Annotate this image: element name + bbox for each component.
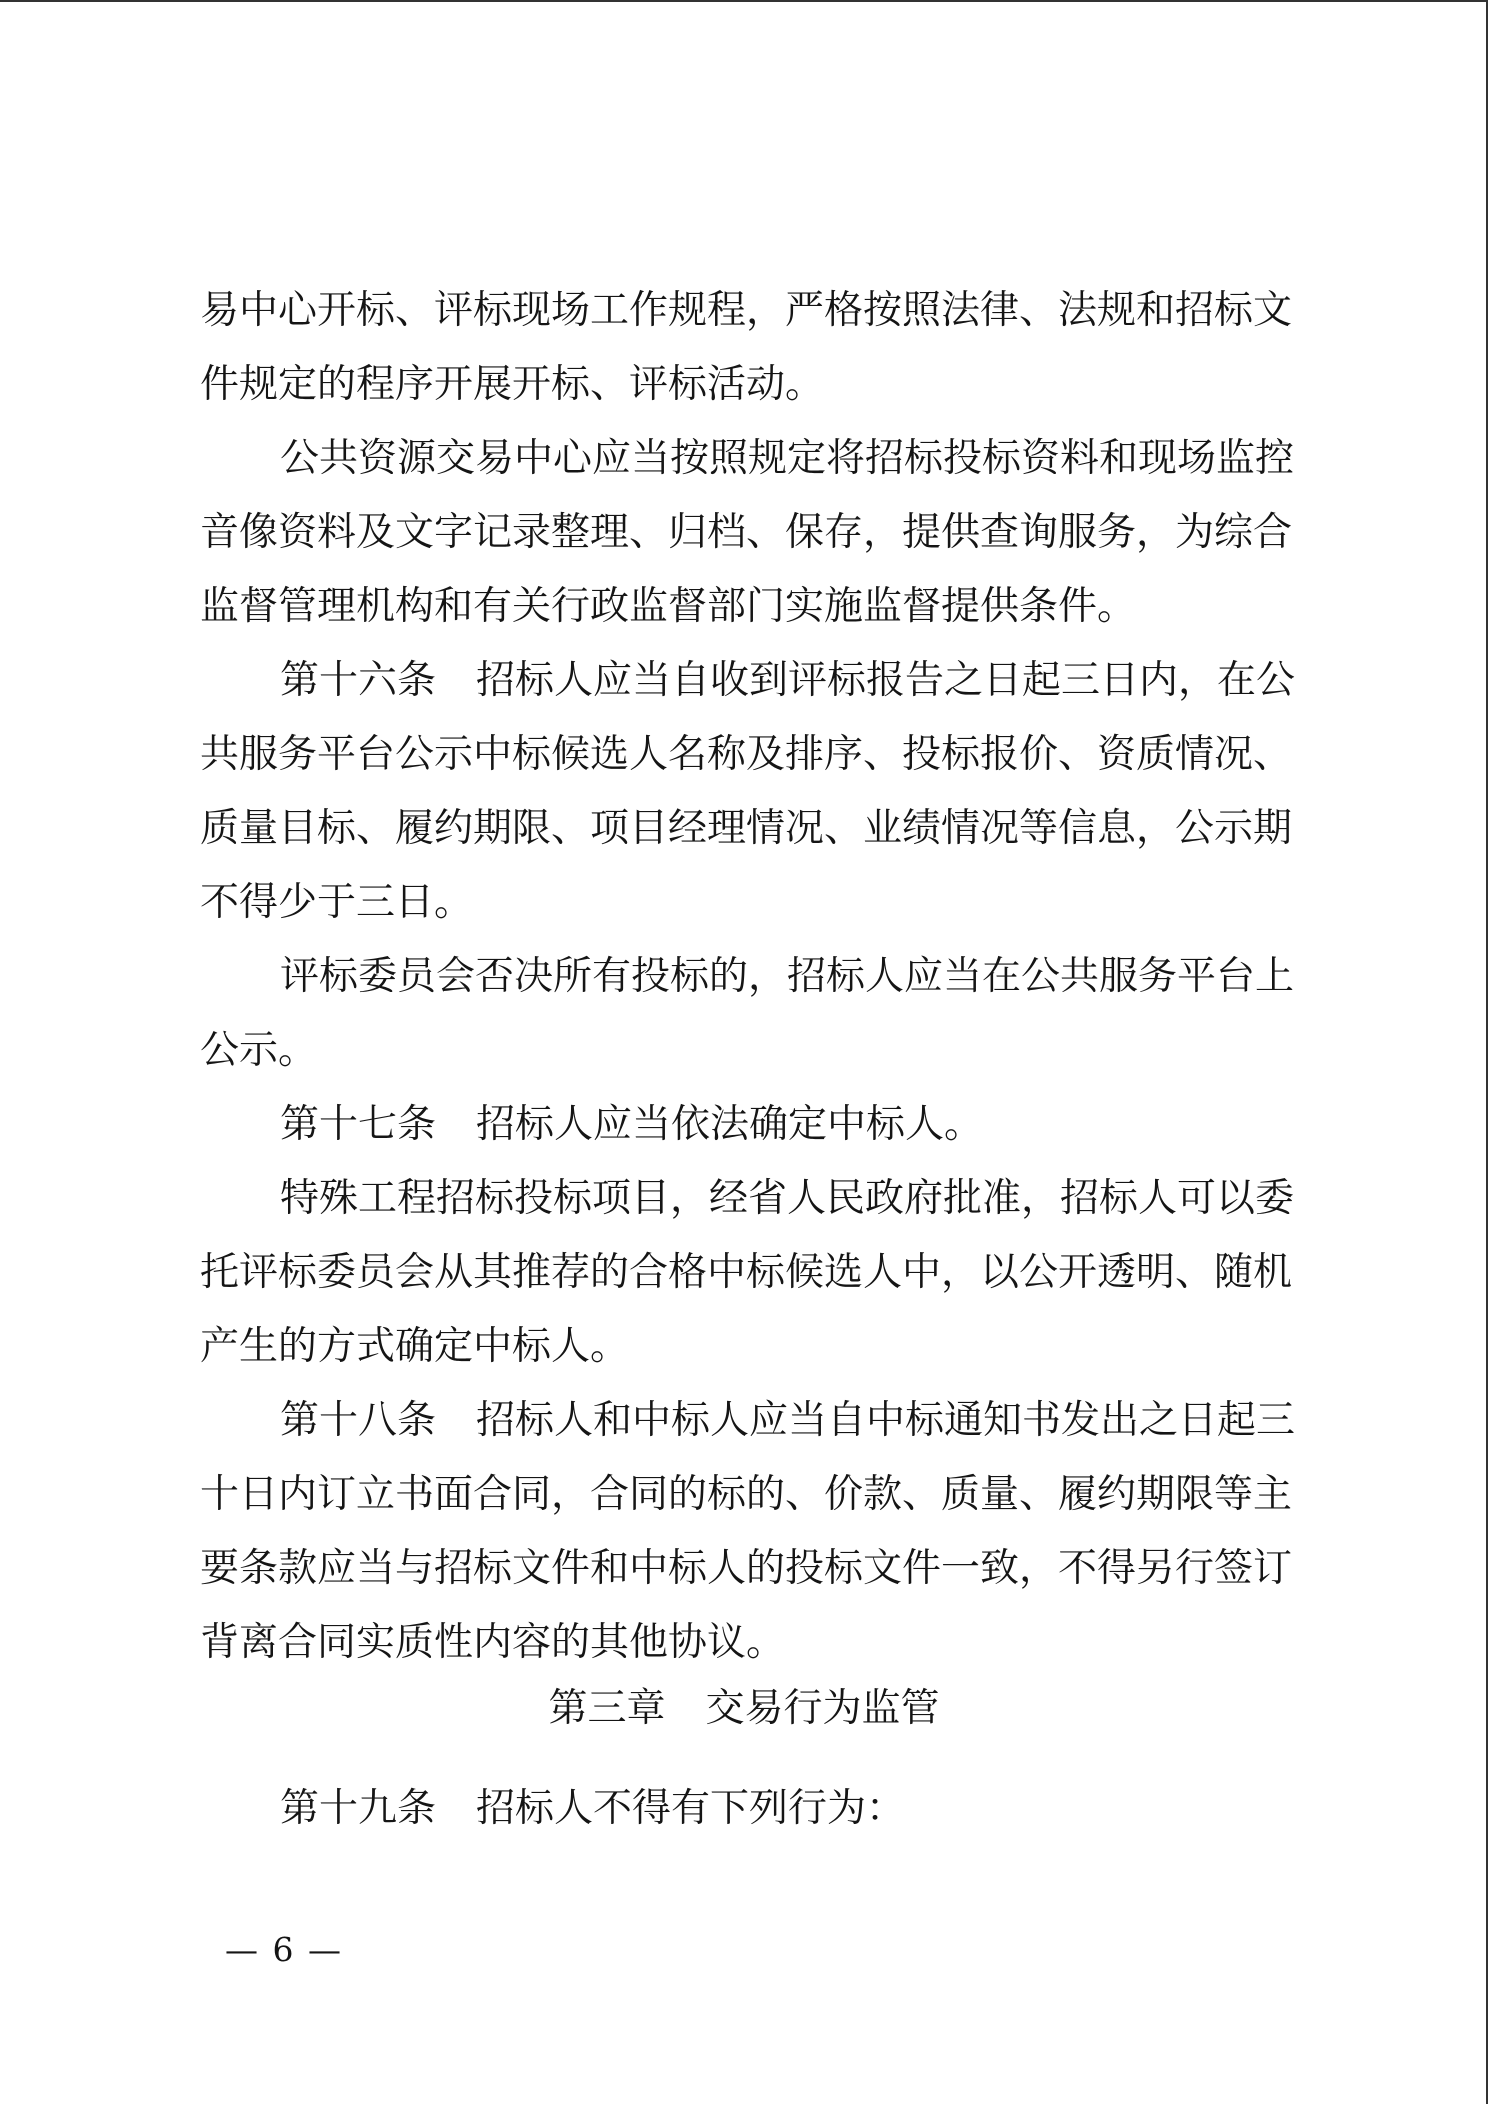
article-17-label: 第十七条 — [280, 1102, 437, 1147]
chapter-heading — [0, 1672, 1488, 1746]
article-18-line — [200, 1384, 1300, 1458]
text-line: 背离合同实质性内容的其他协议。 — [200, 1620, 786, 1665]
article-19-label: 第十九条 — [280, 1786, 437, 1831]
text-line: 监督管理机构和有关行政监督部门实施监督提供条件。 — [200, 584, 1137, 629]
chapter-number: 第三章 — [548, 1686, 666, 1731]
text-line: 要条款应当与招标文件和中标人的投标文件一致，不得另行签订 — [200, 1546, 1293, 1591]
body-text — [200, 274, 1300, 1680]
article-19-text: 招标人不得有下列行为： — [476, 1786, 906, 1831]
text-line: 十日内订立书面合同，合同的标的、价款、质量、履约期限等主 — [200, 1472, 1293, 1517]
text-line: 评标委员会否决所有投标的，招标人应当在公共服务平台上 — [280, 954, 1295, 999]
page-number: — 6 — — [225, 1930, 343, 1969]
text-line: 产生的方式确定中标人。 — [200, 1324, 630, 1369]
article-18-label: 第十八条 — [280, 1398, 437, 1443]
text-line: 共服务平台公示中标候选人名称及排序、投标报价、资质情况、 — [200, 732, 1293, 777]
text-line: 质量目标、履约期限、项目经理情况、业绩情况等信息，公示期 — [200, 806, 1293, 851]
text-line: 易中心开标、评标现场工作规程，严格按照法律、法规和招标文 — [200, 288, 1293, 333]
article-18-text: 招标人和中标人应当自中标通知书发出之日起三 — [476, 1398, 1296, 1443]
article-19-line — [280, 1772, 905, 1846]
text-line: 不得少于三日。 — [200, 880, 474, 925]
text-line: 公共资源交易中心应当按照规定将招标投标资料和现场监控 — [280, 436, 1295, 481]
text-line: 音像资料及文字记录整理、归档、保存，提供查询服务，为综合 — [200, 510, 1293, 555]
text-line: 公示。 — [200, 1028, 318, 1073]
text-line: 托评标委员会从其推荐的合格中标候选人中，以公开透明、随机 — [200, 1250, 1293, 1295]
chapter-title: 交易行为监管 — [705, 1686, 940, 1731]
article-16-label: 第十六条 — [280, 658, 437, 703]
article-17-text: 招标人应当依法确定中标人。 — [476, 1102, 984, 1147]
text-line: 特殊工程招标投标项目，经省人民政府批准，招标人可以委 — [280, 1176, 1295, 1221]
article-16-text: 招标人应当自收到评标报告之日起三日内，在公 — [476, 658, 1296, 703]
article-17-line — [200, 1088, 1300, 1162]
text-line: 件规定的程序开展开标、评标活动。 — [200, 362, 825, 407]
article-16-line — [200, 644, 1300, 718]
